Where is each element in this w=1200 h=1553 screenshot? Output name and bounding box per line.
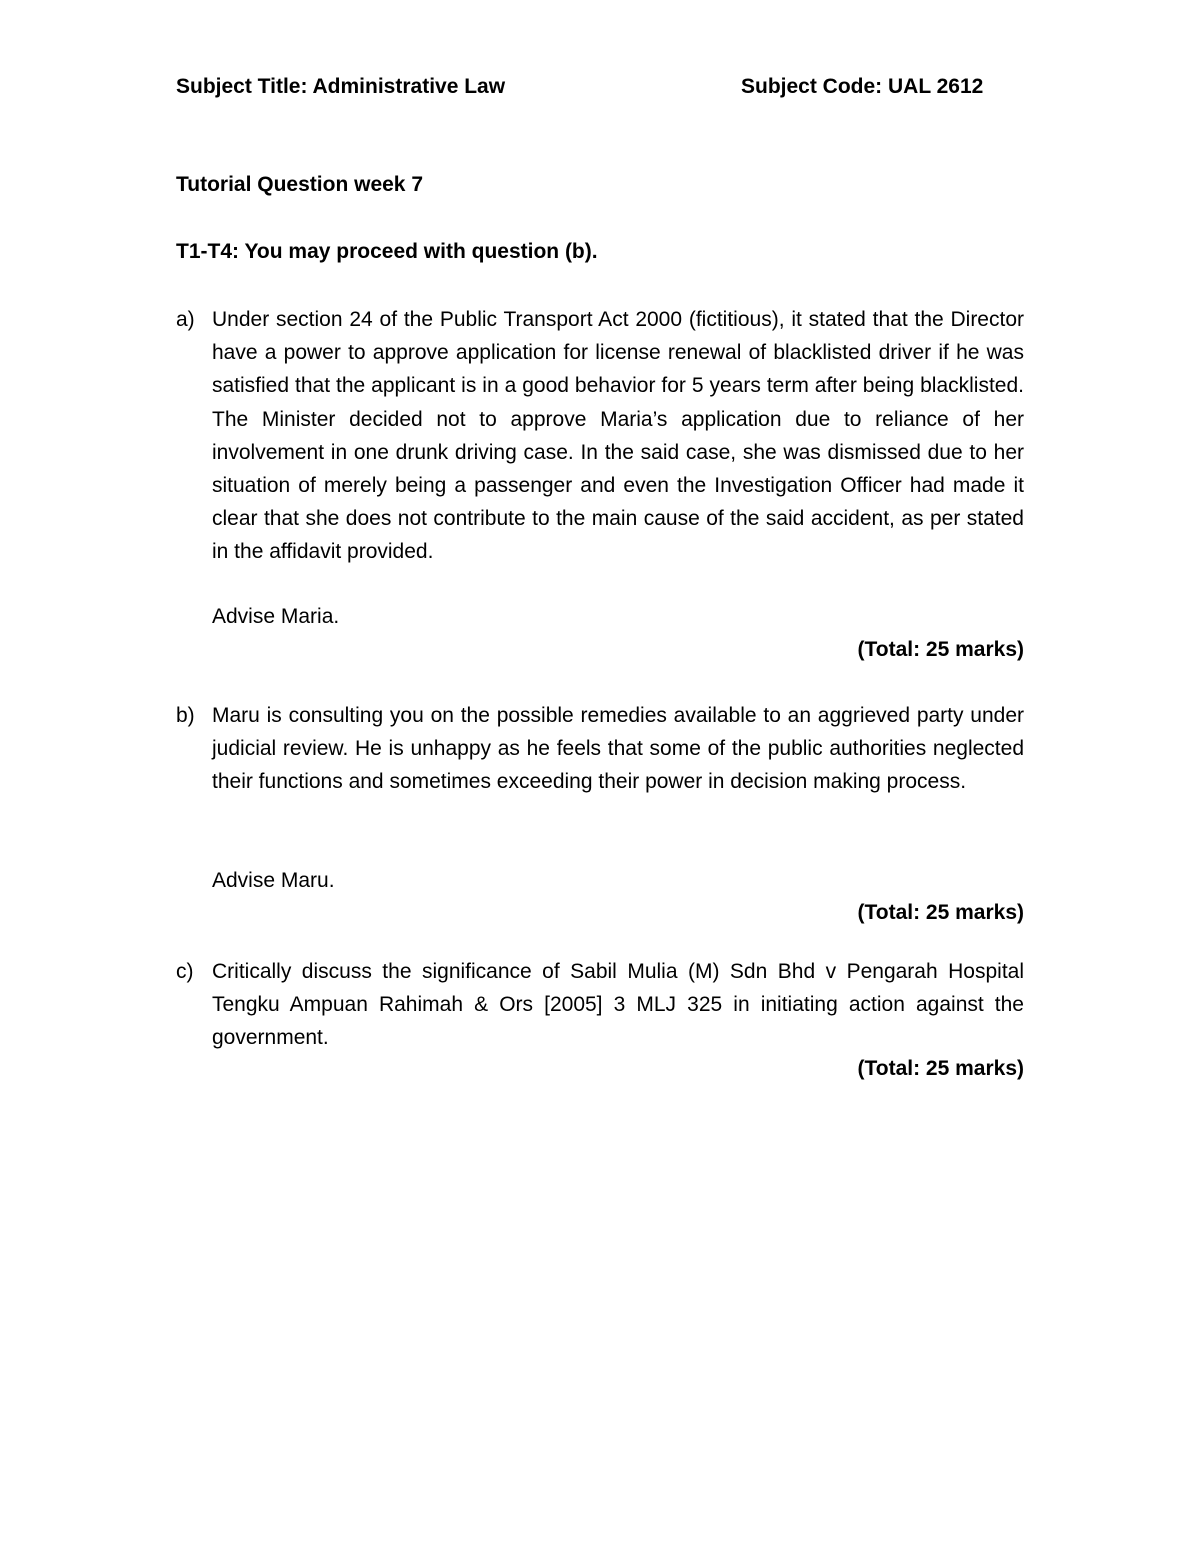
question-a-text: Under section 24 of the Public Transport Act 2000 (fictitious), it stated that the Director have a power to approve application for license renewal of blacklisted driver if he was satisfied that the applicant is in a good behavior for 5 years term after being blacklisted. The Minister decided not to approve Maria’s application due to reliance of her involvement in one drunk driving case. In the said case, she was dismissed due to her situation of merely being a passenger and even the Investigation Officer had made it clear that she does not contribute to the main cause of the said accident, as per stated in the affidavit provided. (212, 308, 1024, 564)
question-c-text: Critically discuss the significance of Sabil Mulia (M) Sdn Bhd v Pengarah Hospital Tengku Ampuan Rahimah & Ors [2005] 3 MLJ 325 in initiating action against the government. (212, 960, 1024, 1050)
question-b-marks: (Total: 25 marks) (857, 901, 1024, 924)
question-a-advise: Advise Maria. (212, 605, 340, 628)
subject-code: Subject Code: UAL 2612 (741, 75, 984, 98)
question-b-label: b) (176, 704, 195, 727)
tutorial-instruction: T1-T4: You may proceed with question (b). (176, 240, 598, 263)
question-b-text: Maru is consulting you on the possible remedies available to an aggrieved party under judicial review. He is unhappy as he feels that some of the public authorities neglected their functions and sometimes exceeding their power in decision making process. (212, 704, 1024, 794)
subject-title: Subject Title: Administrative Law (176, 75, 506, 98)
question-c-label: c) (176, 960, 194, 983)
question-c-marks: (Total: 25 marks) (857, 1057, 1024, 1080)
question-b (176, 699, 1024, 929)
question-a (176, 303, 1024, 663)
question-a-marks: (Total: 25 marks) (857, 638, 1024, 661)
question-c (176, 955, 1024, 1085)
tutorial-title: Tutorial Question week 7 (176, 173, 423, 196)
question-a-label: a) (176, 308, 195, 331)
question-b-advise: Advise Maru. (212, 869, 335, 892)
